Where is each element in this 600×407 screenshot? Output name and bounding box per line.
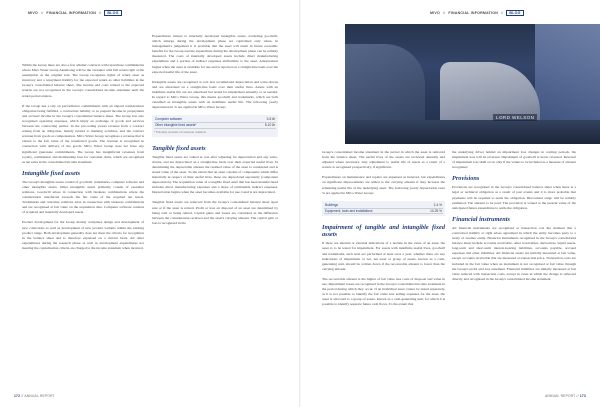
header-separator-2: // xyxy=(501,11,504,15)
table-row xyxy=(324,209,443,215)
heading-intangible-assets: Intangible fixed assets xyxy=(22,169,81,177)
header-title: FINANCIAL INFORMATION xyxy=(448,11,498,15)
footer-label: ANNUAL REPORT xyxy=(24,394,55,398)
footer-separator: // xyxy=(21,394,24,398)
paragraph: the underlying driver behind an impairment loss changes in coming periods, the impairment loss will be reversed. Impairment of goodwill is never reversed. Reversal of impairment loss shall occur only if the values to be included as a measure of amount recognised xyxy=(452,150,576,170)
right-column-1 xyxy=(322,150,445,312)
table-label: Equipment, tools and installations xyxy=(325,208,373,213)
left-column-1 xyxy=(22,63,144,256)
running-header xyxy=(430,10,524,16)
header-section: MIVO xyxy=(430,11,440,15)
paragraph: Product development for the Group mainly comprises design and development of new collections as well as development of new product variants within the existing product range. Both development generally does not meet the criteria for recognition in the balance sheet and is therefore expensed on a current basis. All other expenditures during the research phase as well as development expenditures not meeting the capitalisation criteria are charged to the income statement when incurred. xyxy=(22,220,144,250)
product-photo xyxy=(345,24,600,144)
paragraph: Group's consolidated income statement in the period in which the asset is removed from the balance sheet. The useful lives of the assets are reviewed annually and adjusted where necessary. Any adjustment to useful life of assets as a result of a review is recognised prospectively, if significant. xyxy=(322,150,445,170)
heading-provisions: Provisions xyxy=(452,175,480,183)
header-badge: BLOG xyxy=(104,10,121,16)
paragraph: The Group's intangible assets consist of goodwill, trademarks, computer software and other intangible assets. Other intangible assets primarily consist of customer relations. Goodwill arises in connection with business combinations where the consideration transferred exceeds the fair value of the acquired net assets. Trademarks and customer relations arise in connection with business combinations and are recognised at fair value on the acquisition date. Computer software consists of acquired and internally developed assets. xyxy=(22,179,144,215)
table-label: Buildings xyxy=(325,202,338,207)
paragraph: Expenditures related to internally developed intangible assets, excluding goodwill, which emerge during the development phase are capitalised only when, in management's judgement it is probable that the asset will result in future economic benefits for the Group and the expenditure during the development phase can be reliably measured. The costs of internally developed assets include direct manufacturing expenditure and a portion of indirect expenses attributable to the asset. Amortisation begins when the asset is available for use and is reported on a straight-line basis over the expected useful life of the asset. xyxy=(152,34,278,74)
table-value: 2-4 % xyxy=(433,202,442,207)
depreciation-table xyxy=(322,201,445,217)
running-header xyxy=(28,10,122,16)
table-value: 3-5 år xyxy=(266,117,275,122)
amortisation-table xyxy=(152,115,278,136)
footer-label: ANNUAL REPORT xyxy=(545,394,576,398)
page-number: 172 xyxy=(14,394,21,398)
paragraph: If the Group has a rely on performance commitments with an unpaid consideration obligation being fulfilled, a contractual liability or as prepaid income in prepayment and accrued income in the Group's consolidated balance sheet. The Group has also recognised operating expenses, which imply an exchange of goods and services between the contracting parties. In the pre-ceding yearsa revenue from a contract arising from an obligation, mainly related to marking activities, and the contract revenue from goods as compensation. Mivo Water Group recognises a revenue that is valued to the fair value of the transferred goods. The revenue is recognised in connection with delivery of the goods. Mivo Water Group does not have any significant guarantee commitments. The Group has insignificant revenues from royalty, commission and membership fees for customer clubs, which are recognised as net sales in the consolidated income statement. xyxy=(22,103,144,164)
table-value: 10-25 % xyxy=(430,208,442,213)
left-footer xyxy=(14,394,55,398)
table-value: 5-10 år xyxy=(264,123,275,128)
heading-impairment: Impairment of tangible and intangible fixed assets xyxy=(322,224,445,239)
header-section: MIVO xyxy=(28,11,38,15)
paragraph: The recoverable amount is the higher of fair value less costs of disposal and value in use. Impairment losses are recognised in the Group's consolidated income statement in the period during which they occur. If an individual asset cannot be tested separately, as it is not possible to identify the fair value less selling expenses for the asset, the asset is allocated to a group of assets, known as a cash-generating unit, for which it is possible to identify separate future cash flows. To the extent that xyxy=(322,276,445,307)
right-column-2 xyxy=(452,150,576,287)
paragraph: If there are internal or external indications of a decline in the value of an asset, the asset is to be tested for impairment. For assets with indefinite useful lives, goodwill and trademarks, such tests are performed at least once a year, whether there are any indications of impairment or not. An asset or group of assets, known as a cash-generating unit, should be written down if the recoverable amount is lower than the carrying amount. xyxy=(322,241,445,271)
paragraph: Intangible assets are recognised at cost less accumulated depreciation and write-downs and are amortised on a straight-line basis over their useful lives. Assets with an indefinite useful life are not amortised but tested for impairment annually or as needed. In regard to Mivo Water Group, this means goodwill and trademarks, which are both classified as intangible assets with an indefinite useful life. The following yearly depreciation in % are applied in Mivo Water Group: xyxy=(152,79,278,110)
table-label: Other intangible fixed assets* xyxy=(155,123,197,128)
left-column-2 xyxy=(152,34,278,231)
header-title: FINANCIAL INFORMATION xyxy=(46,11,96,15)
header-badge: BLOG xyxy=(506,10,523,16)
paragraph: Within the Group there are also a few smaller contracts with repurchase commitments where Mivo Water Group Aktiebolag will be the customer with full return right at the assumption as the original sale. The Group recognises rights of return asset as inventory and a repayment liability for the expected return as other liabilities in the Group's consolidated balance sheet. The income and costs related to the expected returns are not recognised in the Group's consolidated income statement until the return period expires. xyxy=(22,63,144,98)
table-footnote: * Primarily consists of customer relations xyxy=(154,129,207,134)
header-separator: // xyxy=(443,11,446,15)
header-separator-2: // xyxy=(99,11,102,15)
heading-financial-instruments: Financial instruments xyxy=(452,215,510,223)
header-separator: // xyxy=(41,11,44,15)
paragraph: Tangible fixed assets are removed from the Group's consolidated balance sheet upon sale or if the asset is retired. Profit or loss on disposal of an asset are determined by being sold or being retired. Capital gains and losses are calculated as the difference between the consideration received and the asset's carrying amount. The capital gain or loss is recognised in the xyxy=(152,200,278,225)
paragraph: All financial instruments are recognised at transaction cost the moment that a contractual liability or right arises agreement in which the entity becomes party to a treaty of another entity. Financial instruments recognised in the Group's consolidated balance sheet include accounts receivable, other receivables, derivatives, liquid assets, long-term and short-term interest-bearing liabilities, accounts payable, accrued expenses and other liabilities. All financial assets are initially measured at fair value, except accounts receivable that are measured at transaction price. Transaction costs are included in the fair value when an instrument is not recognised at fair value through the Group's profit and loss statement. Financial liabilities are initially measured at fair value reduced with transaction costs, except in cases in which the change is reflected directly and recognised in the Group's consolidated income statement. xyxy=(452,225,576,281)
table-label: Computer software xyxy=(155,117,182,122)
heading-tangible-assets: Tangible fixed assets xyxy=(152,144,206,152)
paragraph: Tangible fixed assets are valued at cost after adjusting for depreciation and any write-downs, and are depreciated on a straight-line basis over their expected useful lives. In determining the depreciable amount the residual value of the asset is considered and is stated value of the asset. To the extent that an asset consists of components which differ materially in respect of their useful lives, these are depreciated separately (component depreciation). The acquisition value of a tangible fixed asset that has been manufactured includes direct manufacturing expenses and a share of attributable indirect expenses. Depreciation begins when the asset becomes available for use. Land is not depreciated. xyxy=(152,154,278,195)
photo-floor xyxy=(345,120,600,144)
paragraph: Expenditures on maintenance and repairs are expensed as incurred, but expenditures on significant improvements are added to the carrying amount if they increase the remaining useful life of the underlying asset. The following yearly depreciation rates % are applied in Mivo Water Group: xyxy=(322,175,445,195)
footer-separator: // xyxy=(576,394,579,398)
page-number: 173 xyxy=(579,394,586,398)
right-footer xyxy=(545,394,586,398)
table-row xyxy=(154,123,276,129)
right-page xyxy=(300,0,600,407)
photo-brand-label: LORD WELSON xyxy=(493,114,537,121)
paragraph: Provisions are recognised in the Group's consolidated balance sheet when there is a legal or technical obligation as a result of past events and it is more probable that payments will be required to settle the obligation. Discounted outgo will be reliably estimated. The amount to be paid. The provision is valued at the present value of the anticipated future expenditure to settle the obligation. xyxy=(452,185,576,210)
